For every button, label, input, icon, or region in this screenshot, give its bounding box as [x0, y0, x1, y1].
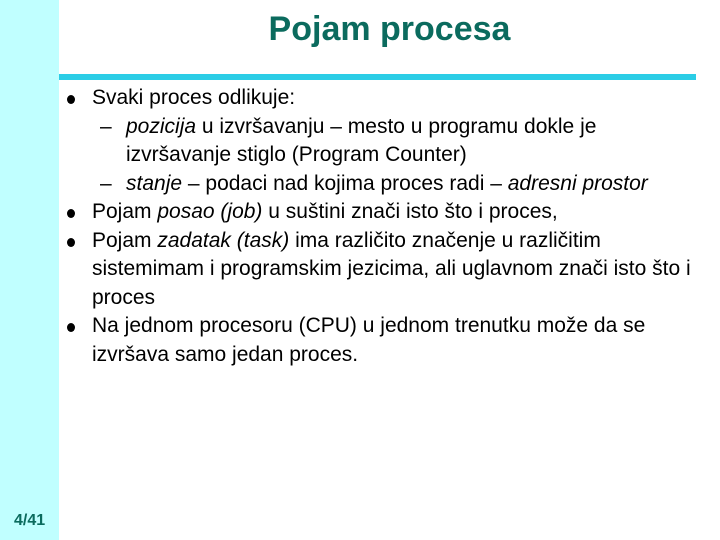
bullet-text: Na jednom procesoru (CPU) u jednom trenutku može da se izvršava samo jedan proces.	[92, 314, 646, 366]
dash-icon: –	[100, 114, 112, 138]
page-number: 4/41	[14, 512, 46, 529]
bullet-dot-icon	[67, 238, 75, 247]
bullet-text: Pojam	[92, 200, 158, 223]
bullet-dot-icon	[67, 323, 75, 332]
bullet-dot-icon	[67, 209, 75, 218]
sub-bullet-italic: adresni prostor	[507, 171, 648, 195]
bullet-item	[92, 84, 707, 113]
bullet-text: u suštini znači isto što i proces,	[262, 200, 558, 223]
bullet-dot-icon	[67, 95, 75, 104]
bullet-text: ima različito značenje u različitim sistemimam i programskim jezicima, ali uglavnom znači isto što i proces	[92, 228, 691, 309]
bullet-item	[92, 227, 707, 313]
sub-bullet-italic: stanje	[126, 171, 183, 195]
sidebar-band	[0, 0, 59, 540]
bullet-text: Pojam	[92, 228, 158, 252]
bullet-item	[92, 198, 707, 227]
sub-bullet-item	[92, 113, 707, 170]
bullet-italic: posao (job)	[157, 200, 263, 223]
bullet-item	[92, 312, 707, 369]
title-divider	[59, 74, 696, 80]
slide-content	[92, 84, 707, 369]
sub-bullet-item	[92, 170, 707, 199]
page-title: Pojam procesa	[268, 10, 511, 48]
sub-bullet-text: – podaci nad kojima proces radi –	[182, 171, 508, 195]
bullet-text: Svaki proces odlikuje:	[92, 86, 296, 109]
sub-bullet-italic: pozicija	[126, 114, 197, 138]
bullet-italic: zadatak (task)	[157, 228, 290, 252]
dash-icon: –	[100, 171, 112, 195]
sub-bullet-text: u izvršavanju – mesto u programu dokle je izvršavanje stiglo (Program Counter)	[126, 114, 597, 166]
